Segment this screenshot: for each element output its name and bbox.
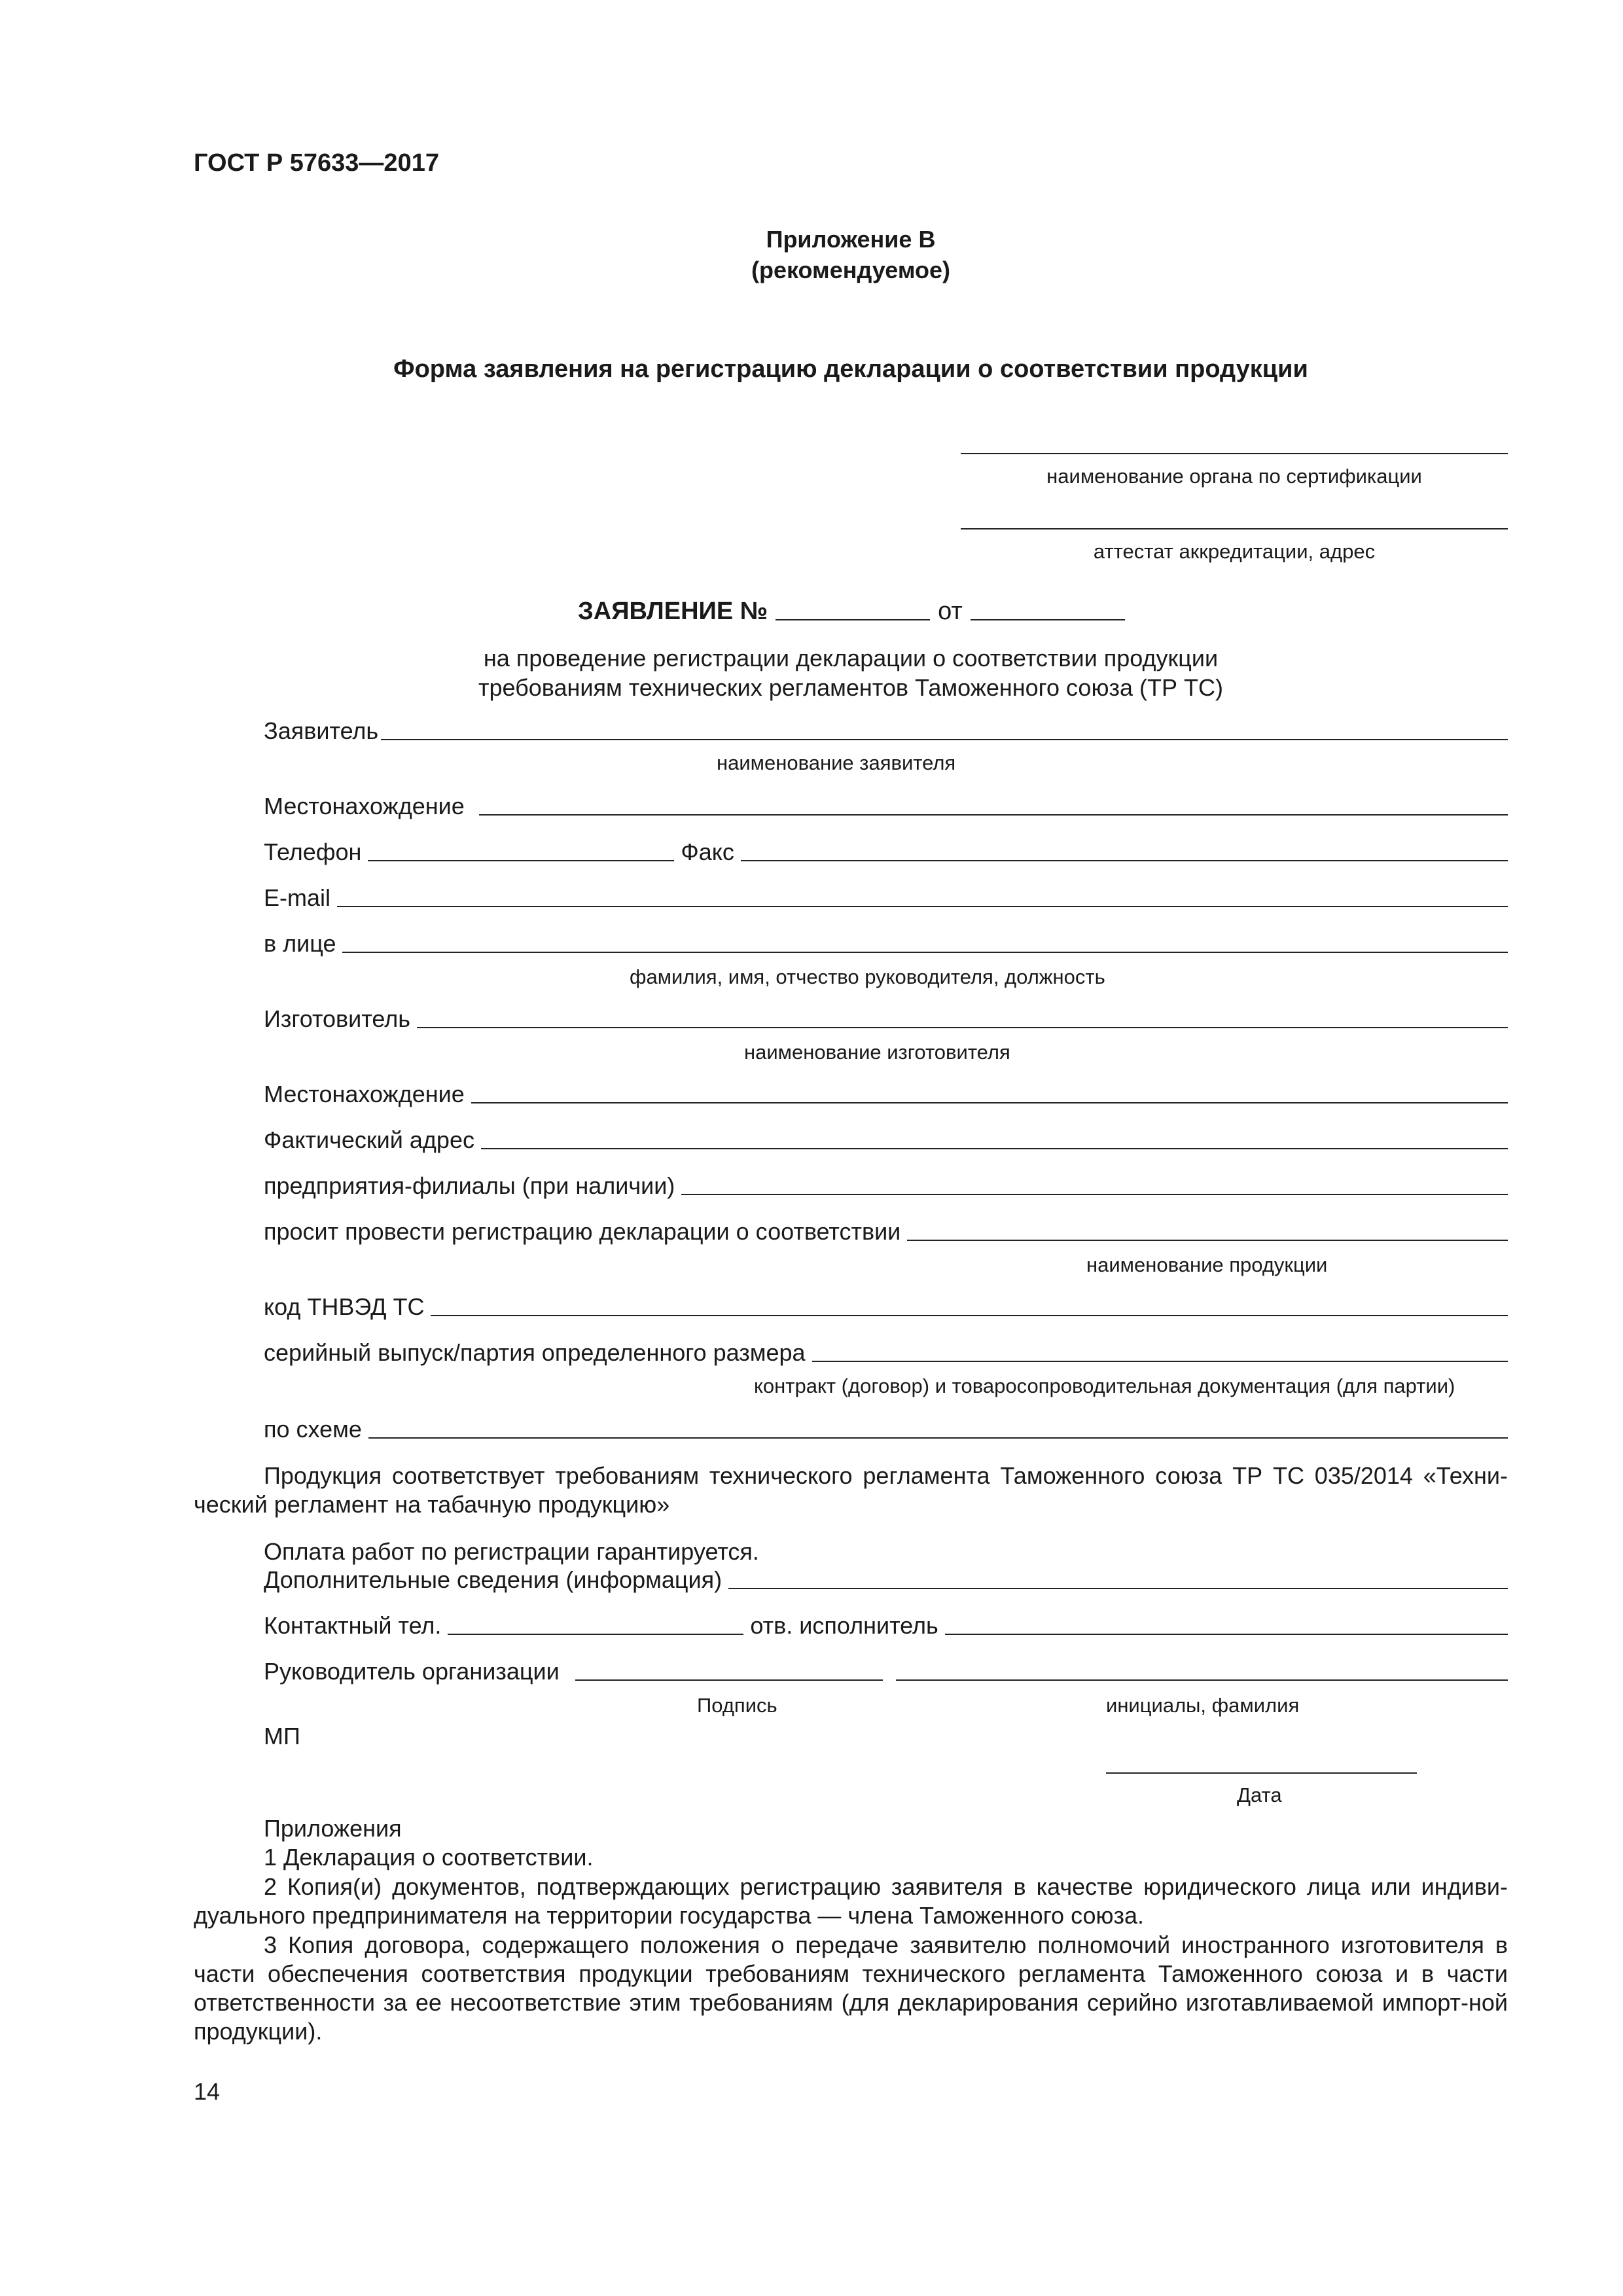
batch-label: серийный выпуск/партия определенного размера xyxy=(264,1339,806,1366)
appendix-subtitle: (рекомендуемое) xyxy=(751,257,950,283)
applicant-label: Заявитель xyxy=(264,717,379,744)
tn-ved-field[interactable] xyxy=(431,1315,1508,1316)
applicant-hint: наименование заявителя xyxy=(717,751,956,774)
batch-field[interactable] xyxy=(812,1361,1508,1362)
manufacturer-location-label: Местонахождение xyxy=(264,1081,465,1107)
executor-label: отв. исполнитель xyxy=(750,1612,938,1639)
initials-field[interactable] xyxy=(896,1679,1508,1681)
cert-body-name-line[interactable] xyxy=(961,453,1508,454)
batch-row xyxy=(264,1338,1508,1367)
phone-fax-row xyxy=(264,838,1508,867)
represented-label: в лице xyxy=(264,930,336,957)
compliance-text: Продукция соответствует требованиям технического регламента Таможенного союза ТР ТС 035/2014 «Техни-ческий регламент на табачную продукцию» xyxy=(194,1462,1508,1518)
signature-field[interactable] xyxy=(575,1679,883,1681)
statement-line1: на проведение регистрации декларации о соответствии продукции xyxy=(483,645,1219,672)
statement-title-row xyxy=(578,596,1125,626)
branches-row xyxy=(264,1172,1508,1200)
attachment-item-3: 3 Копия договора, содержащего положения о передаче заявителю полномочий иностранного изготовителя в части обеспечения соответствия продукции требованиям технического регламента Таможенного союза и в части ответственности за ее несоответствие этим требованиям (для декларирования серийно изготавливаемой импорт-ной продукции). xyxy=(194,1931,1508,2045)
standard-number: ГОСТ Р 57633—2017 xyxy=(194,149,439,177)
manufacturer-field[interactable] xyxy=(417,1027,1508,1028)
statement-number-field[interactable] xyxy=(776,619,930,620)
represented-hint: фамилия, имя, отчество руководителя, должность xyxy=(630,965,1105,988)
attachment-item-2: 2 Копия(и) документов, подтверждающих регистрацию заявителя в качестве юридического лица или индиви-дуального предпринимателя на территории государства — члена Таможенного союза. xyxy=(194,1873,1508,1929)
email-row xyxy=(264,884,1508,912)
compliance-paragraph xyxy=(194,1462,1508,1519)
scheme-field[interactable] xyxy=(368,1437,1508,1439)
batch-hint: контракт (договор) и товаросопроводительная документация (для партии) xyxy=(754,1374,1455,1397)
applicant-row xyxy=(264,717,1508,745)
manufacturer-row xyxy=(264,1005,1508,1033)
scheme-row xyxy=(264,1415,1508,1444)
actual-address-label: Фактический адрес xyxy=(264,1126,474,1153)
cert-body-accreditation-line[interactable] xyxy=(961,528,1508,529)
additional-info-field[interactable] xyxy=(728,1588,1508,1589)
additional-info-label: Дополнительные сведения (информация) xyxy=(264,1566,722,1593)
represented-row xyxy=(264,929,1508,958)
request-label: просит провести регистрацию декларации о соответствии xyxy=(264,1218,901,1245)
product-field[interactable] xyxy=(907,1240,1508,1241)
form-title: Форма заявления на регистрацию декларации о соответствии продукции xyxy=(393,355,1308,383)
branches-field[interactable] xyxy=(681,1194,1508,1195)
manufacturer-label: Изготовитель xyxy=(264,1005,410,1032)
additional-info-row xyxy=(264,1566,1508,1594)
represented-field[interactable] xyxy=(342,952,1508,953)
applicant-field[interactable] xyxy=(381,739,1508,740)
cert-body-accreditation-hint: аттестат аккредитации, адрес xyxy=(1093,540,1376,563)
contact-phone-field[interactable] xyxy=(448,1634,743,1635)
executor-field[interactable] xyxy=(945,1634,1508,1635)
request-row xyxy=(264,1217,1508,1246)
contact-phone-label: Контактный тел. xyxy=(264,1612,442,1639)
page-number: 14 xyxy=(194,2078,221,2105)
tn-ved-row xyxy=(264,1293,1508,1321)
date-hint: Дата xyxy=(1237,1784,1282,1806)
statement-date-field[interactable] xyxy=(971,619,1125,620)
location-label: Местонахождение xyxy=(264,793,465,819)
signature-hint: Подпись xyxy=(697,1694,777,1717)
stamp-label: МП xyxy=(264,1723,300,1749)
attachments-title: Приложения xyxy=(264,1815,402,1842)
head-row xyxy=(264,1657,1508,1686)
initials-hint: инициалы, фамилия xyxy=(1106,1694,1300,1717)
phone-field[interactable] xyxy=(368,860,674,861)
statement-title: ЗАЯВЛЕНИЕ № xyxy=(578,598,768,625)
scheme-label: по схеме xyxy=(264,1416,362,1443)
product-hint: наименование продукции xyxy=(1086,1253,1328,1276)
date-field[interactable] xyxy=(1106,1772,1417,1774)
phone-label: Телефон xyxy=(264,838,362,865)
email-label: E-mail xyxy=(264,884,331,911)
statement-from-label: от xyxy=(938,598,963,625)
appendix-title: Приложение В xyxy=(766,226,936,253)
statement-line2: требованиям технических регламентов Таможенного союза (ТР ТС) xyxy=(478,674,1223,701)
actual-address-row xyxy=(264,1126,1508,1155)
manufacturer-location-field[interactable] xyxy=(471,1102,1508,1103)
fax-label: Факс xyxy=(681,838,734,865)
email-field[interactable] xyxy=(337,906,1508,907)
contact-row xyxy=(264,1611,1508,1640)
attachment-item-3-paragraph xyxy=(194,1931,1508,2046)
location-row xyxy=(264,792,1508,821)
manufacturer-location-row xyxy=(264,1080,1508,1109)
location-field[interactable] xyxy=(479,814,1508,816)
actual-address-field[interactable] xyxy=(481,1148,1508,1149)
tn-ved-label: код ТНВЭД ТС xyxy=(264,1293,425,1320)
branches-label: предприятия-филиалы (при наличии) xyxy=(264,1172,675,1199)
fax-field[interactable] xyxy=(741,860,1508,861)
manufacturer-hint: наименование изготовителя xyxy=(744,1041,1010,1064)
attachment-item-2-paragraph xyxy=(194,1873,1508,1930)
attachment-item-1: 1 Декларация о соответствии. xyxy=(264,1844,594,1871)
head-label: Руководитель организации xyxy=(264,1658,560,1685)
payment-text: Оплата работ по регистрации гарантируется. xyxy=(264,1538,759,1565)
cert-body-name-hint: наименование органа по сертификации xyxy=(1046,465,1422,488)
